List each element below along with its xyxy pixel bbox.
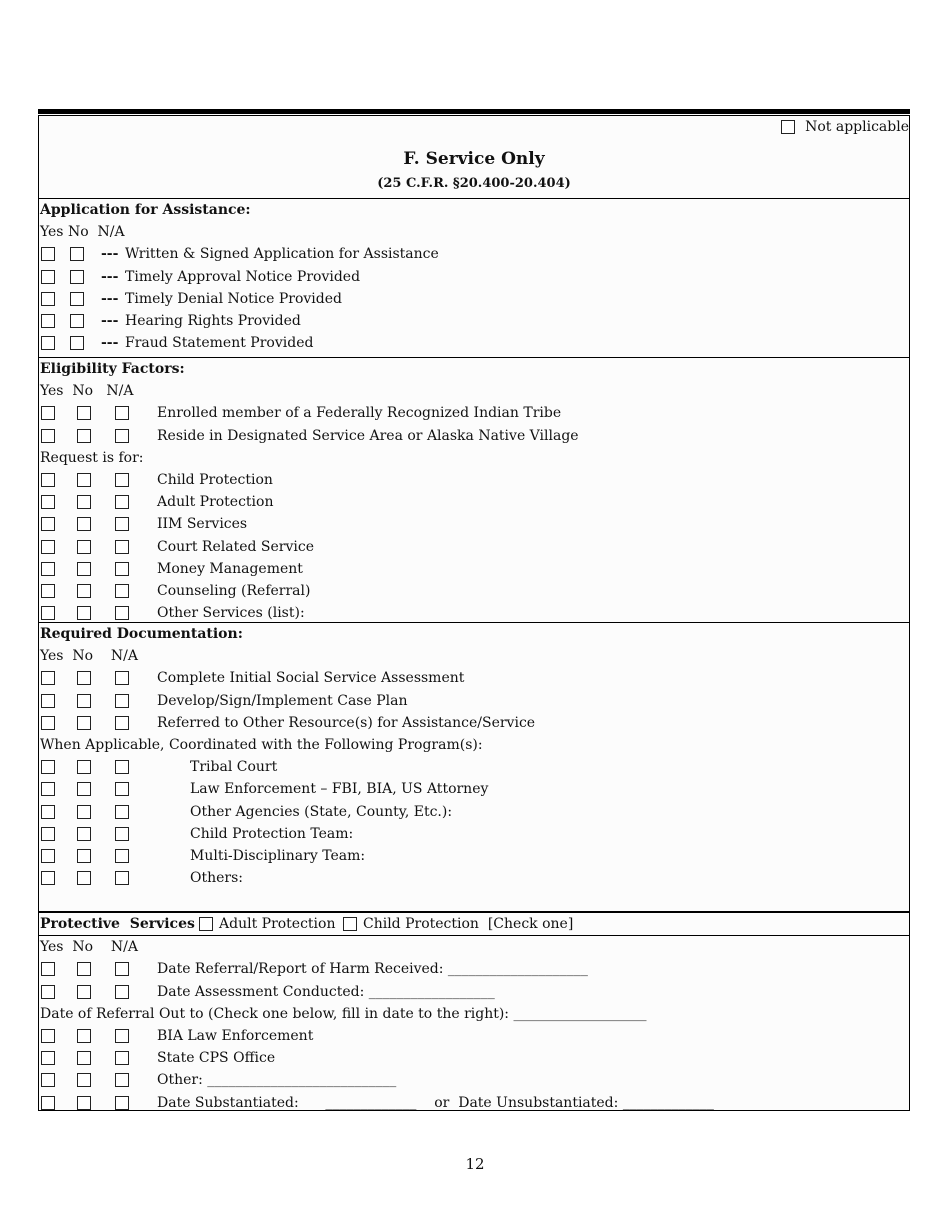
na-checkbox[interactable]	[115, 985, 129, 999]
item-label: Reside in Designated Service Area or Alaska Native Village	[157, 427, 579, 444]
item-label: Adult Protection	[157, 494, 274, 511]
item-label: Referred to Other Resource(s) for Assistance/Service	[157, 714, 536, 731]
no-checkbox[interactable]	[77, 694, 91, 708]
na-checkbox[interactable]	[115, 562, 129, 576]
section-heading	[39, 199, 909, 221]
na-checkbox[interactable]	[115, 849, 129, 863]
item-label: Multi-Disciplinary Team:	[190, 847, 366, 864]
form-row	[39, 425, 909, 447]
form-row	[39, 536, 909, 558]
na-checkbox[interactable]	[115, 962, 129, 976]
yes-checkbox[interactable]	[41, 517, 55, 531]
form-row	[39, 778, 909, 800]
yes-checkbox[interactable]	[41, 849, 55, 863]
na-checkbox[interactable]	[115, 805, 129, 819]
na-checkbox[interactable]	[115, 760, 129, 774]
section-heading-text: Protective Services	[40, 916, 195, 932]
form-row	[39, 1025, 909, 1047]
no-checkbox[interactable]	[77, 562, 91, 576]
no-checkbox[interactable]	[77, 1096, 91, 1110]
yes-checkbox[interactable]	[41, 406, 55, 420]
instruction-text: When Applicable, Coordinated with the Following Program(s):	[40, 736, 483, 753]
na-checkbox[interactable]	[115, 406, 129, 420]
yes-checkbox[interactable]	[41, 247, 55, 261]
na-checkbox[interactable]	[115, 782, 129, 796]
yes-checkbox[interactable]	[41, 871, 55, 885]
section-heading	[39, 623, 909, 645]
yes-checkbox[interactable]	[41, 1029, 55, 1043]
form-row	[39, 1003, 909, 1025]
no-checkbox[interactable]	[77, 1051, 91, 1065]
na-checkbox[interactable]	[115, 1096, 129, 1110]
form-row	[39, 332, 909, 354]
section-heading	[39, 358, 909, 380]
yes-checkbox[interactable]	[41, 584, 55, 598]
item-label: Fraud Statement Provided	[125, 335, 314, 352]
yes-checkbox[interactable]	[41, 429, 55, 443]
column-headers: Yes No N/A	[40, 224, 125, 241]
form-row	[39, 958, 909, 980]
form-row	[39, 288, 909, 310]
form-row	[39, 712, 909, 734]
page-number: 12	[465, 1155, 485, 1173]
form-row	[39, 402, 909, 424]
item-label: Counseling (Referral)	[157, 582, 311, 599]
form-row	[39, 513, 909, 535]
top-rule	[38, 109, 910, 114]
section-prot	[39, 911, 909, 1114]
no-checkbox[interactable]	[70, 336, 84, 350]
adult-protection-checkbox[interactable]	[199, 917, 213, 931]
section-heading-text: Eligibility Factors:	[40, 361, 185, 377]
na-checkbox[interactable]	[115, 517, 129, 531]
dash-separator: ---	[101, 312, 119, 329]
na-checkbox[interactable]	[115, 473, 129, 487]
no-checkbox[interactable]	[77, 606, 91, 620]
not-applicable-label: Not applicable	[805, 119, 909, 135]
item-label: Others:	[190, 870, 243, 887]
column-headers: Yes No N/A	[40, 939, 138, 956]
section-elig	[39, 357, 909, 624]
no-checkbox[interactable]	[77, 540, 91, 554]
na-checkbox[interactable]	[115, 495, 129, 509]
item-label: Enrolled member of a Federally Recognized Indian Tribe	[157, 405, 562, 422]
no-checkbox[interactable]	[70, 247, 84, 261]
yes-checkbox[interactable]	[41, 495, 55, 509]
no-checkbox[interactable]	[70, 292, 84, 306]
yes-checkbox[interactable]	[41, 805, 55, 819]
form-row	[39, 667, 909, 689]
item-label: Other Services (list):	[157, 605, 305, 622]
item-label: Child Protection	[157, 471, 273, 488]
child-protection-label: Child Protection [Check one]	[363, 916, 574, 932]
yes-checkbox[interactable]	[41, 292, 55, 306]
no-checkbox[interactable]	[77, 671, 91, 685]
form-row	[39, 867, 909, 889]
na-checkbox[interactable]	[115, 1073, 129, 1087]
yes-checkbox[interactable]	[41, 694, 55, 708]
item-label: IIM Services	[157, 516, 248, 533]
yes-checkbox[interactable]	[41, 336, 55, 350]
yes-checkbox[interactable]	[41, 1073, 55, 1087]
yes-checkbox[interactable]	[41, 1096, 55, 1110]
no-checkbox[interactable]	[77, 517, 91, 531]
dash-separator: ---	[101, 246, 119, 263]
dash-separator: ---	[101, 268, 119, 285]
yes-checkbox[interactable]	[41, 562, 55, 576]
form-row	[39, 580, 909, 602]
no-checkbox[interactable]	[77, 985, 91, 999]
column-headers: Yes No N/A	[40, 648, 138, 665]
item-label: Court Related Service	[157, 538, 314, 555]
form-row	[39, 469, 909, 491]
no-checkbox[interactable]	[77, 1073, 91, 1087]
child-protection-checkbox[interactable]	[343, 917, 357, 931]
item-label: Law Enforcement – FBI, BIA, US Attorney	[190, 781, 489, 798]
yes-checkbox[interactable]	[41, 985, 55, 999]
na-checkbox[interactable]	[115, 429, 129, 443]
item-label: State CPS Office	[157, 1050, 276, 1067]
section-heading-text: Application for Assistance:	[40, 202, 251, 218]
na-checkbox[interactable]	[115, 716, 129, 730]
yes-checkbox[interactable]	[41, 1051, 55, 1065]
na-checkbox[interactable]	[115, 1051, 129, 1065]
na-checkbox[interactable]	[115, 1029, 129, 1043]
form-row	[39, 243, 909, 265]
form-row	[39, 756, 909, 778]
form-title: F. Service Only	[403, 149, 545, 169]
form-row	[39, 734, 909, 756]
na-checkbox[interactable]	[115, 606, 129, 620]
no-checkbox[interactable]	[70, 314, 84, 328]
item-label: Timely Denial Notice Provided	[125, 290, 342, 307]
item-label: Date Referral/Report of Harm Received: ____________________	[157, 961, 588, 978]
item-label: Child Protection Team:	[190, 825, 354, 842]
form-row	[39, 380, 909, 402]
form-row	[39, 801, 909, 823]
item-label: BIA Law Enforcement	[157, 1027, 314, 1044]
adult-protection-label: Adult Protection	[219, 916, 336, 932]
item-label: Written & Signed Application for Assistance	[125, 246, 439, 263]
no-checkbox[interactable]	[77, 473, 91, 487]
na-checkbox[interactable]	[115, 827, 129, 841]
yes-checkbox[interactable]	[41, 270, 55, 284]
yes-checkbox[interactable]	[41, 782, 55, 796]
item-label: Other Agencies (State, County, Etc.):	[190, 803, 453, 820]
instruction-text: Date of Referral Out to (Check one below, fill in date to the right): ___________________	[40, 1005, 647, 1022]
no-checkbox[interactable]	[77, 871, 91, 885]
section-docs	[39, 622, 909, 889]
section-app	[39, 198, 909, 354]
item-label: Date Substantiated: _____________ or Date Unsubstantiated: _____________	[157, 1094, 714, 1111]
instruction-text: Request is for:	[40, 449, 144, 466]
yes-checkbox[interactable]	[41, 716, 55, 730]
form-row	[39, 645, 909, 667]
form-row	[39, 1047, 909, 1069]
column-headers: Yes No N/A	[40, 383, 134, 400]
section-heading-text: Required Documentation:	[40, 626, 243, 642]
na-checkbox[interactable]	[115, 671, 129, 685]
form-row	[39, 981, 909, 1003]
item-label: Date Assessment Conducted: __________________	[157, 983, 495, 1000]
form-row	[39, 447, 909, 469]
no-checkbox[interactable]	[70, 270, 84, 284]
form-row	[39, 266, 909, 288]
item-label: Money Management	[157, 560, 303, 577]
form-row	[39, 602, 909, 624]
item-label: Timely Approval Notice Provided	[125, 268, 361, 285]
yes-checkbox[interactable]	[41, 606, 55, 620]
no-checkbox[interactable]	[77, 1029, 91, 1043]
no-checkbox[interactable]	[77, 716, 91, 730]
dash-separator: ---	[101, 335, 119, 352]
form-row	[39, 913, 909, 936]
no-checkbox[interactable]	[77, 495, 91, 509]
no-checkbox[interactable]	[77, 827, 91, 841]
no-checkbox[interactable]	[77, 429, 91, 443]
item-label: Tribal Court	[190, 759, 278, 776]
na-checkbox[interactable]	[115, 540, 129, 554]
dash-separator: ---	[101, 290, 119, 307]
no-checkbox[interactable]	[77, 584, 91, 598]
form-row	[39, 1069, 909, 1091]
form-subtitle: (25 C.F.R. §20.400-20.404)	[377, 176, 571, 191]
no-checkbox[interactable]	[77, 760, 91, 774]
form-row	[39, 1092, 909, 1114]
yes-checkbox[interactable]	[41, 827, 55, 841]
item-label: Hearing Rights Provided	[125, 312, 301, 329]
yes-checkbox[interactable]	[41, 473, 55, 487]
na-checkbox[interactable]	[115, 871, 129, 885]
yes-checkbox[interactable]	[41, 314, 55, 328]
no-checkbox[interactable]	[77, 782, 91, 796]
form-row	[39, 690, 909, 712]
yes-checkbox[interactable]	[41, 760, 55, 774]
not-applicable-checkbox[interactable]	[781, 120, 795, 134]
form-frame	[38, 115, 910, 1111]
no-checkbox[interactable]	[77, 805, 91, 819]
item-label: Other: ___________________________	[157, 1072, 397, 1089]
no-checkbox[interactable]	[77, 406, 91, 420]
no-checkbox[interactable]	[77, 849, 91, 863]
not-applicable-option[interactable]	[781, 119, 909, 135]
yes-checkbox[interactable]	[41, 962, 55, 976]
item-label: Complete Initial Social Service Assessment	[157, 670, 465, 687]
form-row	[39, 936, 909, 958]
form-row	[39, 310, 909, 332]
na-checkbox[interactable]	[115, 584, 129, 598]
form-row	[39, 823, 909, 845]
yes-checkbox[interactable]	[41, 540, 55, 554]
yes-checkbox[interactable]	[41, 671, 55, 685]
form-row	[39, 491, 909, 513]
form-row	[39, 221, 909, 243]
form-row	[39, 845, 909, 867]
item-label: Develop/Sign/Implement Case Plan	[157, 692, 408, 709]
form-row	[39, 558, 909, 580]
no-checkbox[interactable]	[77, 962, 91, 976]
na-checkbox[interactable]	[115, 694, 129, 708]
